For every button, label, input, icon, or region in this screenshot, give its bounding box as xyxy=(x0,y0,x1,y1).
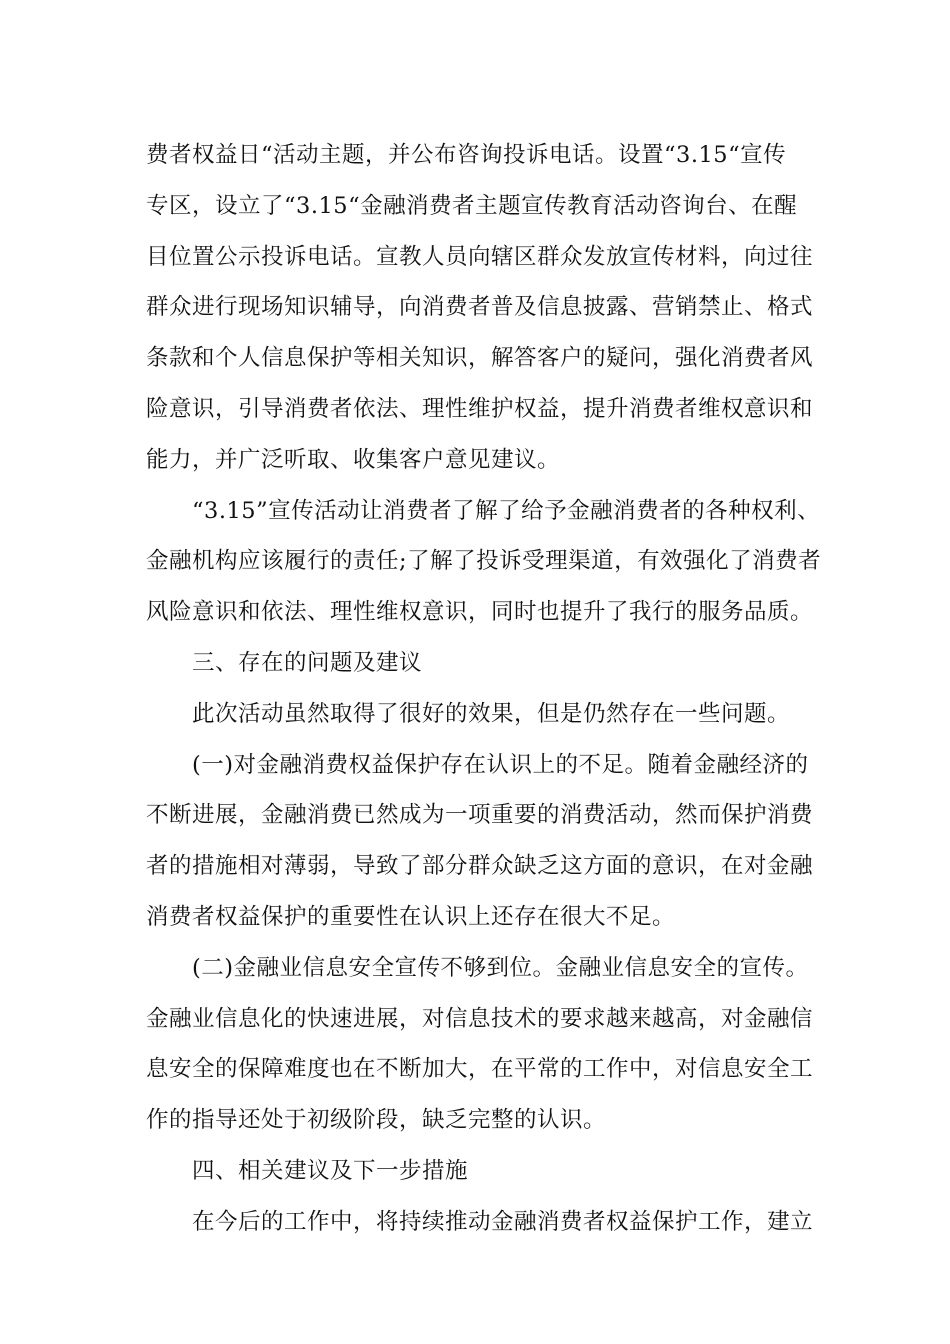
text-line: 条款和个人信息保护等相关知识，解答客户的疑问，强化消费者风 xyxy=(146,345,814,372)
text-line: 能力，并广泛听取、收集客户意见建议。 xyxy=(146,446,561,473)
text-line: (一)对金融消费权益保护存在认识上的不足。随着金融经济的 xyxy=(192,751,809,778)
text-line: 目位置公示投诉电话。宣教人员向辖区群众发放宣传材料，向过往 xyxy=(146,243,814,270)
text-line: 消费者权益保护的重要性在认识上还存在很大不足。 xyxy=(146,903,676,930)
text-line: 此次活动虽然取得了很好的效果，但是仍然存在一些问题。 xyxy=(192,700,791,727)
text-line: 险意识，引导消费者依法、理性维护权益，提升消费者维权意识和 xyxy=(146,395,814,422)
text-line: 专区，设立了“3.15“金融消费者主题宣传教育活动咨询台、在醒 xyxy=(146,192,798,219)
section-heading: 三、存在的问题及建议 xyxy=(192,649,423,676)
text-line: 作的指导还处于初级阶段，缺乏完整的认识。 xyxy=(146,1107,607,1134)
text-line: 息安全的保障难度也在不断加大，在平常的工作中，对信息安全工 xyxy=(146,1056,814,1083)
text-line: 风险意识和依法、理性维权意识，同时也提升了我行的服务品质。 xyxy=(146,599,814,626)
text-line: (二)金融业信息安全宣传不够到位。金融业信息安全的宣传。 xyxy=(192,954,809,981)
text-line: 者的措施相对薄弱，导致了部分群众缺乏这方面的意识，在对金融 xyxy=(146,853,814,880)
text-line: 费者权益日“活动主题，并公布咨询投诉电话。设置“3.15“宣传 xyxy=(146,142,787,168)
text-line: 在今后的工作中，将持续推动金融消费者权益保护工作，建立 xyxy=(192,1208,814,1235)
text-line: 金融机构应该履行的责任;了解了投诉受理渠道，有效强化了消费者 xyxy=(146,548,822,575)
text-line: 不断进展，金融消费已然成为一项重要的消费活动，然而保护消费 xyxy=(146,802,814,829)
section-heading: 四、相关建议及下一步措施 xyxy=(192,1157,469,1184)
document-body xyxy=(146,130,822,1248)
text-line: 群众进行现场知识辅导，向消费者普及信息披露、营销禁止、格式 xyxy=(146,294,814,321)
text-line: 金融业信息化的快速进展，对信息技术的要求越来越高，对金融信 xyxy=(146,1005,814,1032)
text-line: “3.15”宣传活动让消费者了解了给予金融消费者的各种权利、 xyxy=(192,497,821,524)
